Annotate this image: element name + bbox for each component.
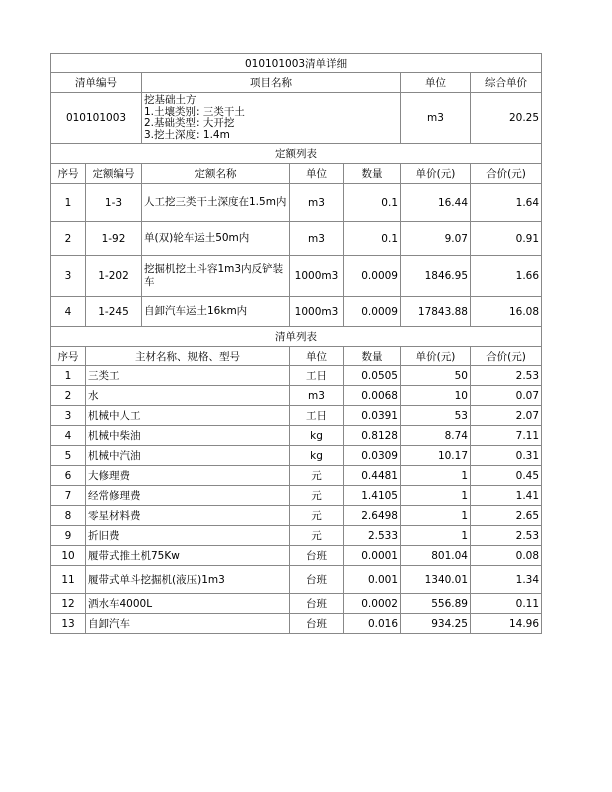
materials-header-qty: 数量 bbox=[344, 347, 401, 366]
material-no: 7 bbox=[51, 486, 86, 506]
quota-qty: 0.1 bbox=[344, 222, 401, 256]
material-row bbox=[51, 426, 542, 446]
material-row bbox=[51, 446, 542, 466]
bill-detail-table bbox=[50, 53, 542, 634]
material-total: 2.53 bbox=[471, 526, 542, 546]
material-total: 2.53 bbox=[471, 366, 542, 386]
bill-code: 010101003 bbox=[51, 93, 142, 144]
material-no: 12 bbox=[51, 594, 86, 614]
materials-header-name: 主材名称、规格、型号 bbox=[86, 347, 290, 366]
material-name: 水 bbox=[86, 386, 290, 406]
material-name: 履带式单斗挖掘机(液压)1m3 bbox=[86, 566, 290, 594]
material-name: 机械中人工 bbox=[86, 406, 290, 426]
material-total: 14.96 bbox=[471, 614, 542, 634]
materials-header-no: 序号 bbox=[51, 347, 86, 366]
quota-no: 1 bbox=[51, 184, 86, 222]
material-no: 13 bbox=[51, 614, 86, 634]
material-no: 4 bbox=[51, 426, 86, 446]
materials-header-total: 合价(元) bbox=[471, 347, 542, 366]
quota-code: 1-3 bbox=[86, 184, 142, 222]
quota-name: 挖掘机挖土斗容1m3内反铲装车 bbox=[142, 256, 290, 297]
quota-no: 2 bbox=[51, 222, 86, 256]
material-total: 2.07 bbox=[471, 406, 542, 426]
material-unit: 元 bbox=[290, 506, 344, 526]
material-qty: 0.8128 bbox=[344, 426, 401, 446]
material-total: 0.45 bbox=[471, 466, 542, 486]
material-total: 7.11 bbox=[471, 426, 542, 446]
quota-unit: 1000m3 bbox=[290, 256, 344, 297]
material-no: 6 bbox=[51, 466, 86, 486]
material-qty: 0.0505 bbox=[344, 366, 401, 386]
quota-header-qty: 数量 bbox=[344, 164, 401, 184]
bill-name-line: 1.土壤类别: 三类干土 bbox=[144, 105, 245, 118]
header-unit: 单位 bbox=[401, 73, 471, 93]
material-total: 1.41 bbox=[471, 486, 542, 506]
material-unit: 台班 bbox=[290, 546, 344, 566]
quota-row bbox=[51, 256, 542, 297]
bill-name-line: 3.挖土深度: 1.4m bbox=[144, 128, 230, 141]
material-row bbox=[51, 506, 542, 526]
bill-row bbox=[51, 93, 542, 144]
material-price: 934.25 bbox=[401, 614, 471, 634]
quota-unit: m3 bbox=[290, 222, 344, 256]
quota-row bbox=[51, 297, 542, 327]
quota-price: 9.07 bbox=[401, 222, 471, 256]
quota-code: 1-202 bbox=[86, 256, 142, 297]
material-name: 经常修理费 bbox=[86, 486, 290, 506]
material-unit: 台班 bbox=[290, 594, 344, 614]
bill-unit: m3 bbox=[401, 93, 471, 144]
bill-header-row bbox=[51, 73, 542, 93]
quota-code: 1-92 bbox=[86, 222, 142, 256]
bill-price: 20.25 bbox=[471, 93, 542, 144]
material-qty: 0.0068 bbox=[344, 386, 401, 406]
material-total: 0.11 bbox=[471, 594, 542, 614]
material-price: 1 bbox=[401, 466, 471, 486]
quota-price: 17843.88 bbox=[401, 297, 471, 327]
material-unit: 工日 bbox=[290, 366, 344, 386]
material-row bbox=[51, 546, 542, 566]
quota-header-total: 合价(元) bbox=[471, 164, 542, 184]
material-row bbox=[51, 366, 542, 386]
materials-header-row bbox=[51, 347, 542, 366]
material-qty: 1.4105 bbox=[344, 486, 401, 506]
quota-header-row bbox=[51, 164, 542, 184]
material-no: 3 bbox=[51, 406, 86, 426]
quota-header-no: 序号 bbox=[51, 164, 86, 184]
quota-price: 1846.95 bbox=[401, 256, 471, 297]
bill-name bbox=[142, 93, 401, 144]
bill-name-line: 挖基础土方 bbox=[144, 94, 197, 106]
quota-section-row bbox=[51, 144, 542, 164]
material-no: 11 bbox=[51, 566, 86, 594]
quota-name: 自卸汽车运土16km内 bbox=[142, 297, 290, 327]
material-name: 机械中柴油 bbox=[86, 426, 290, 446]
material-name: 自卸汽车 bbox=[86, 614, 290, 634]
materials-section-title: 清单列表 bbox=[51, 327, 542, 347]
material-total: 0.07 bbox=[471, 386, 542, 406]
material-unit: 元 bbox=[290, 466, 344, 486]
material-name: 履带式推土机75Kw bbox=[86, 546, 290, 566]
materials-header-price: 单价(元) bbox=[401, 347, 471, 366]
quota-qty: 0.0009 bbox=[344, 297, 401, 327]
material-total: 2.65 bbox=[471, 506, 542, 526]
material-unit: kg bbox=[290, 446, 344, 466]
quota-no: 3 bbox=[51, 256, 86, 297]
quota-price: 16.44 bbox=[401, 184, 471, 222]
material-row bbox=[51, 526, 542, 546]
quota-name: 单(双)轮车运土50m内 bbox=[142, 222, 290, 256]
quota-total: 16.08 bbox=[471, 297, 542, 327]
material-name: 机械中汽油 bbox=[86, 446, 290, 466]
material-price: 1 bbox=[401, 486, 471, 506]
quota-total: 1.66 bbox=[471, 256, 542, 297]
material-unit: 元 bbox=[290, 526, 344, 546]
material-no: 8 bbox=[51, 506, 86, 526]
quota-no: 4 bbox=[51, 297, 86, 327]
material-no: 10 bbox=[51, 546, 86, 566]
quota-header-price: 单价(元) bbox=[401, 164, 471, 184]
material-price: 53 bbox=[401, 406, 471, 426]
title-row bbox=[51, 54, 542, 73]
material-name: 大修理费 bbox=[86, 466, 290, 486]
material-row bbox=[51, 466, 542, 486]
quota-unit: 1000m3 bbox=[290, 297, 344, 327]
material-qty: 0.0309 bbox=[344, 446, 401, 466]
material-unit: 台班 bbox=[290, 566, 344, 594]
header-name: 项目名称 bbox=[142, 73, 401, 93]
quota-name: 人工挖三类干土深度在1.5m内 bbox=[142, 184, 290, 222]
material-row bbox=[51, 486, 542, 506]
material-name: 三类工 bbox=[86, 366, 290, 386]
materials-header-unit: 单位 bbox=[290, 347, 344, 366]
material-price: 801.04 bbox=[401, 546, 471, 566]
material-no: 9 bbox=[51, 526, 86, 546]
material-total: 1.34 bbox=[471, 566, 542, 594]
bill-name-line: 2.基础类型: 大开挖 bbox=[144, 117, 235, 129]
material-price: 1 bbox=[401, 506, 471, 526]
material-price: 1 bbox=[401, 526, 471, 546]
material-name: 洒水车4000L bbox=[86, 594, 290, 614]
material-row bbox=[51, 614, 542, 634]
material-price: 10 bbox=[401, 386, 471, 406]
material-unit: 工日 bbox=[290, 406, 344, 426]
quota-total: 1.64 bbox=[471, 184, 542, 222]
quota-code: 1-245 bbox=[86, 297, 142, 327]
material-row bbox=[51, 406, 542, 426]
quota-unit: m3 bbox=[290, 184, 344, 222]
material-no: 2 bbox=[51, 386, 86, 406]
material-qty: 0.0001 bbox=[344, 546, 401, 566]
quota-header-unit: 单位 bbox=[290, 164, 344, 184]
material-unit: m3 bbox=[290, 386, 344, 406]
material-row bbox=[51, 566, 542, 594]
quota-section-title: 定额列表 bbox=[51, 144, 542, 164]
material-unit: kg bbox=[290, 426, 344, 446]
quota-qty: 0.1 bbox=[344, 184, 401, 222]
header-code: 清单编号 bbox=[51, 73, 142, 93]
material-row bbox=[51, 386, 542, 406]
table-title: 010101003清单详细 bbox=[51, 54, 542, 73]
material-price: 556.89 bbox=[401, 594, 471, 614]
material-price: 50 bbox=[401, 366, 471, 386]
quota-row bbox=[51, 222, 542, 256]
material-qty: 0.0391 bbox=[344, 406, 401, 426]
material-qty: 2.533 bbox=[344, 526, 401, 546]
material-qty: 2.6498 bbox=[344, 506, 401, 526]
material-unit: 台班 bbox=[290, 614, 344, 634]
material-total: 0.31 bbox=[471, 446, 542, 466]
material-price: 8.74 bbox=[401, 426, 471, 446]
material-qty: 0.4481 bbox=[344, 466, 401, 486]
material-price: 1340.01 bbox=[401, 566, 471, 594]
material-no: 5 bbox=[51, 446, 86, 466]
material-name: 零星材料费 bbox=[86, 506, 290, 526]
material-qty: 0.016 bbox=[344, 614, 401, 634]
materials-section-row bbox=[51, 327, 542, 347]
material-qty: 0.0002 bbox=[344, 594, 401, 614]
quota-header-name: 定额名称 bbox=[142, 164, 290, 184]
material-price: 10.17 bbox=[401, 446, 471, 466]
material-name: 折旧费 bbox=[86, 526, 290, 546]
material-row bbox=[51, 594, 542, 614]
material-qty: 0.001 bbox=[344, 566, 401, 594]
material-no: 1 bbox=[51, 366, 86, 386]
material-total: 0.08 bbox=[471, 546, 542, 566]
quota-header-code: 定额编号 bbox=[86, 164, 142, 184]
quota-qty: 0.0009 bbox=[344, 256, 401, 297]
quota-row bbox=[51, 184, 542, 222]
header-price: 综合单价 bbox=[471, 73, 542, 93]
quota-total: 0.91 bbox=[471, 222, 542, 256]
material-unit: 元 bbox=[290, 486, 344, 506]
